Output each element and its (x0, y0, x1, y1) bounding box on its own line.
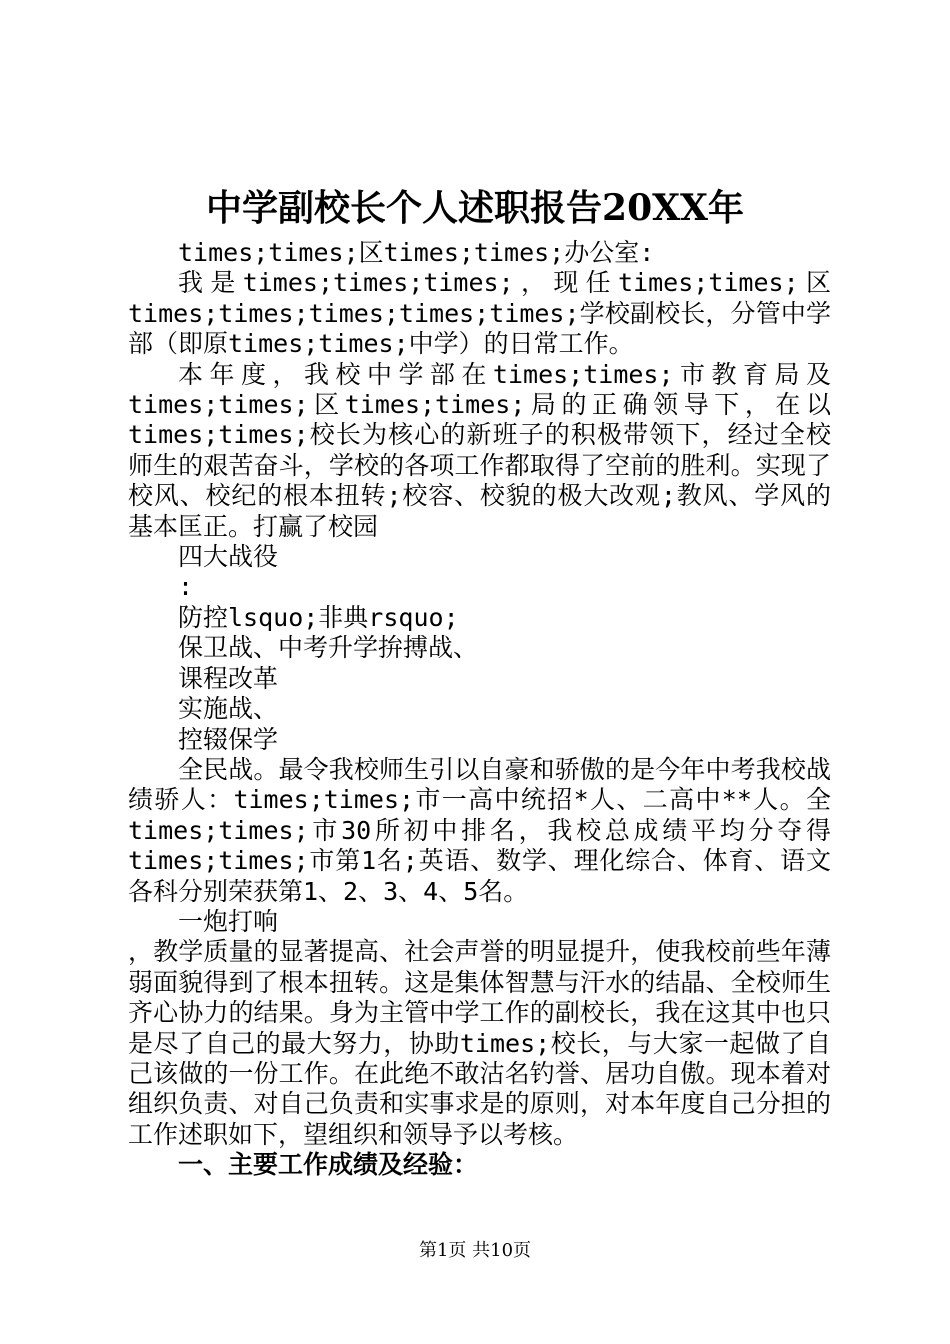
paragraph-exam-results: 全民战。最令我校师生引以自豪和骄傲的是今年中考我校战绩骄人：times;times;市一高中统招*人、二高中**人。全times;times;市30所初中排名，我校总成绩平均分夺得times;times;市第1名;英语、数学、理化综合、体育、语文各科分别荣获第1、2、3、4、5名。 (128, 754, 831, 906)
document-body (128, 238, 831, 1181)
fragment-line: 保卫战、中考升学拚搏战、 (178, 633, 479, 663)
fragment-line: 课程改革 (178, 663, 279, 693)
document-title: 中学副校长个人述职报告20XX年 (206, 187, 744, 229)
fragment-line: 实施战、 (178, 694, 279, 724)
paragraph-reflection: ，教学质量的显著提高、社会声誉的明显提升，使我校前些年薄弱面貌得到了根本扭转。这是集体智慧与汗水的结晶、全校师生齐心协力的结果。身为主管中学工作的副校长，我在这其中也只是尽了自己的最大努力，协助times;校长，与大家一起做了自己该做的一份工作。在此绝不敢沽名钓誉、居功自傲。现本着对组织负责、对自己负责和实事求是的原则，对本年度自己分担的工作述职如下，望组织和领导予以考核。 (128, 937, 831, 1149)
page-footer: 第1页 共10页 (418, 1240, 532, 1261)
section-heading: 一、主要工作成绩及经验： (178, 1150, 479, 1180)
fragment-line: : (178, 572, 194, 602)
paragraph-intro: 我是times;times;times;，现任times;times;区times;times;times;times;times;学校副校长，分管中学部（即原times;times;中学）的日常工作。 (128, 268, 831, 359)
fragment-line: 控辍保学 (178, 724, 279, 754)
salutation-line: times;times;区times;times;办公室: (178, 238, 655, 267)
fragment-line: 一炮打响 (178, 906, 279, 936)
fragment-line: 防控lsquo;非典rsquo; (178, 602, 459, 632)
fragment-line: 四大战役 (178, 542, 279, 572)
paragraph-achievements: 本年度，我校中学部在times;times;市教育局及times;times;区times;times;局的正确领导下，在以times;times;校长为核心的新班子的积极带领下，经过全校师生的艰苦奋斗，学校的各项工作都取得了空前的胜利。实现了校风、校纪的根本扭转;校容、校貌的极大改观;教风、学风的基本匡正。打赢了校园 (128, 359, 831, 541)
